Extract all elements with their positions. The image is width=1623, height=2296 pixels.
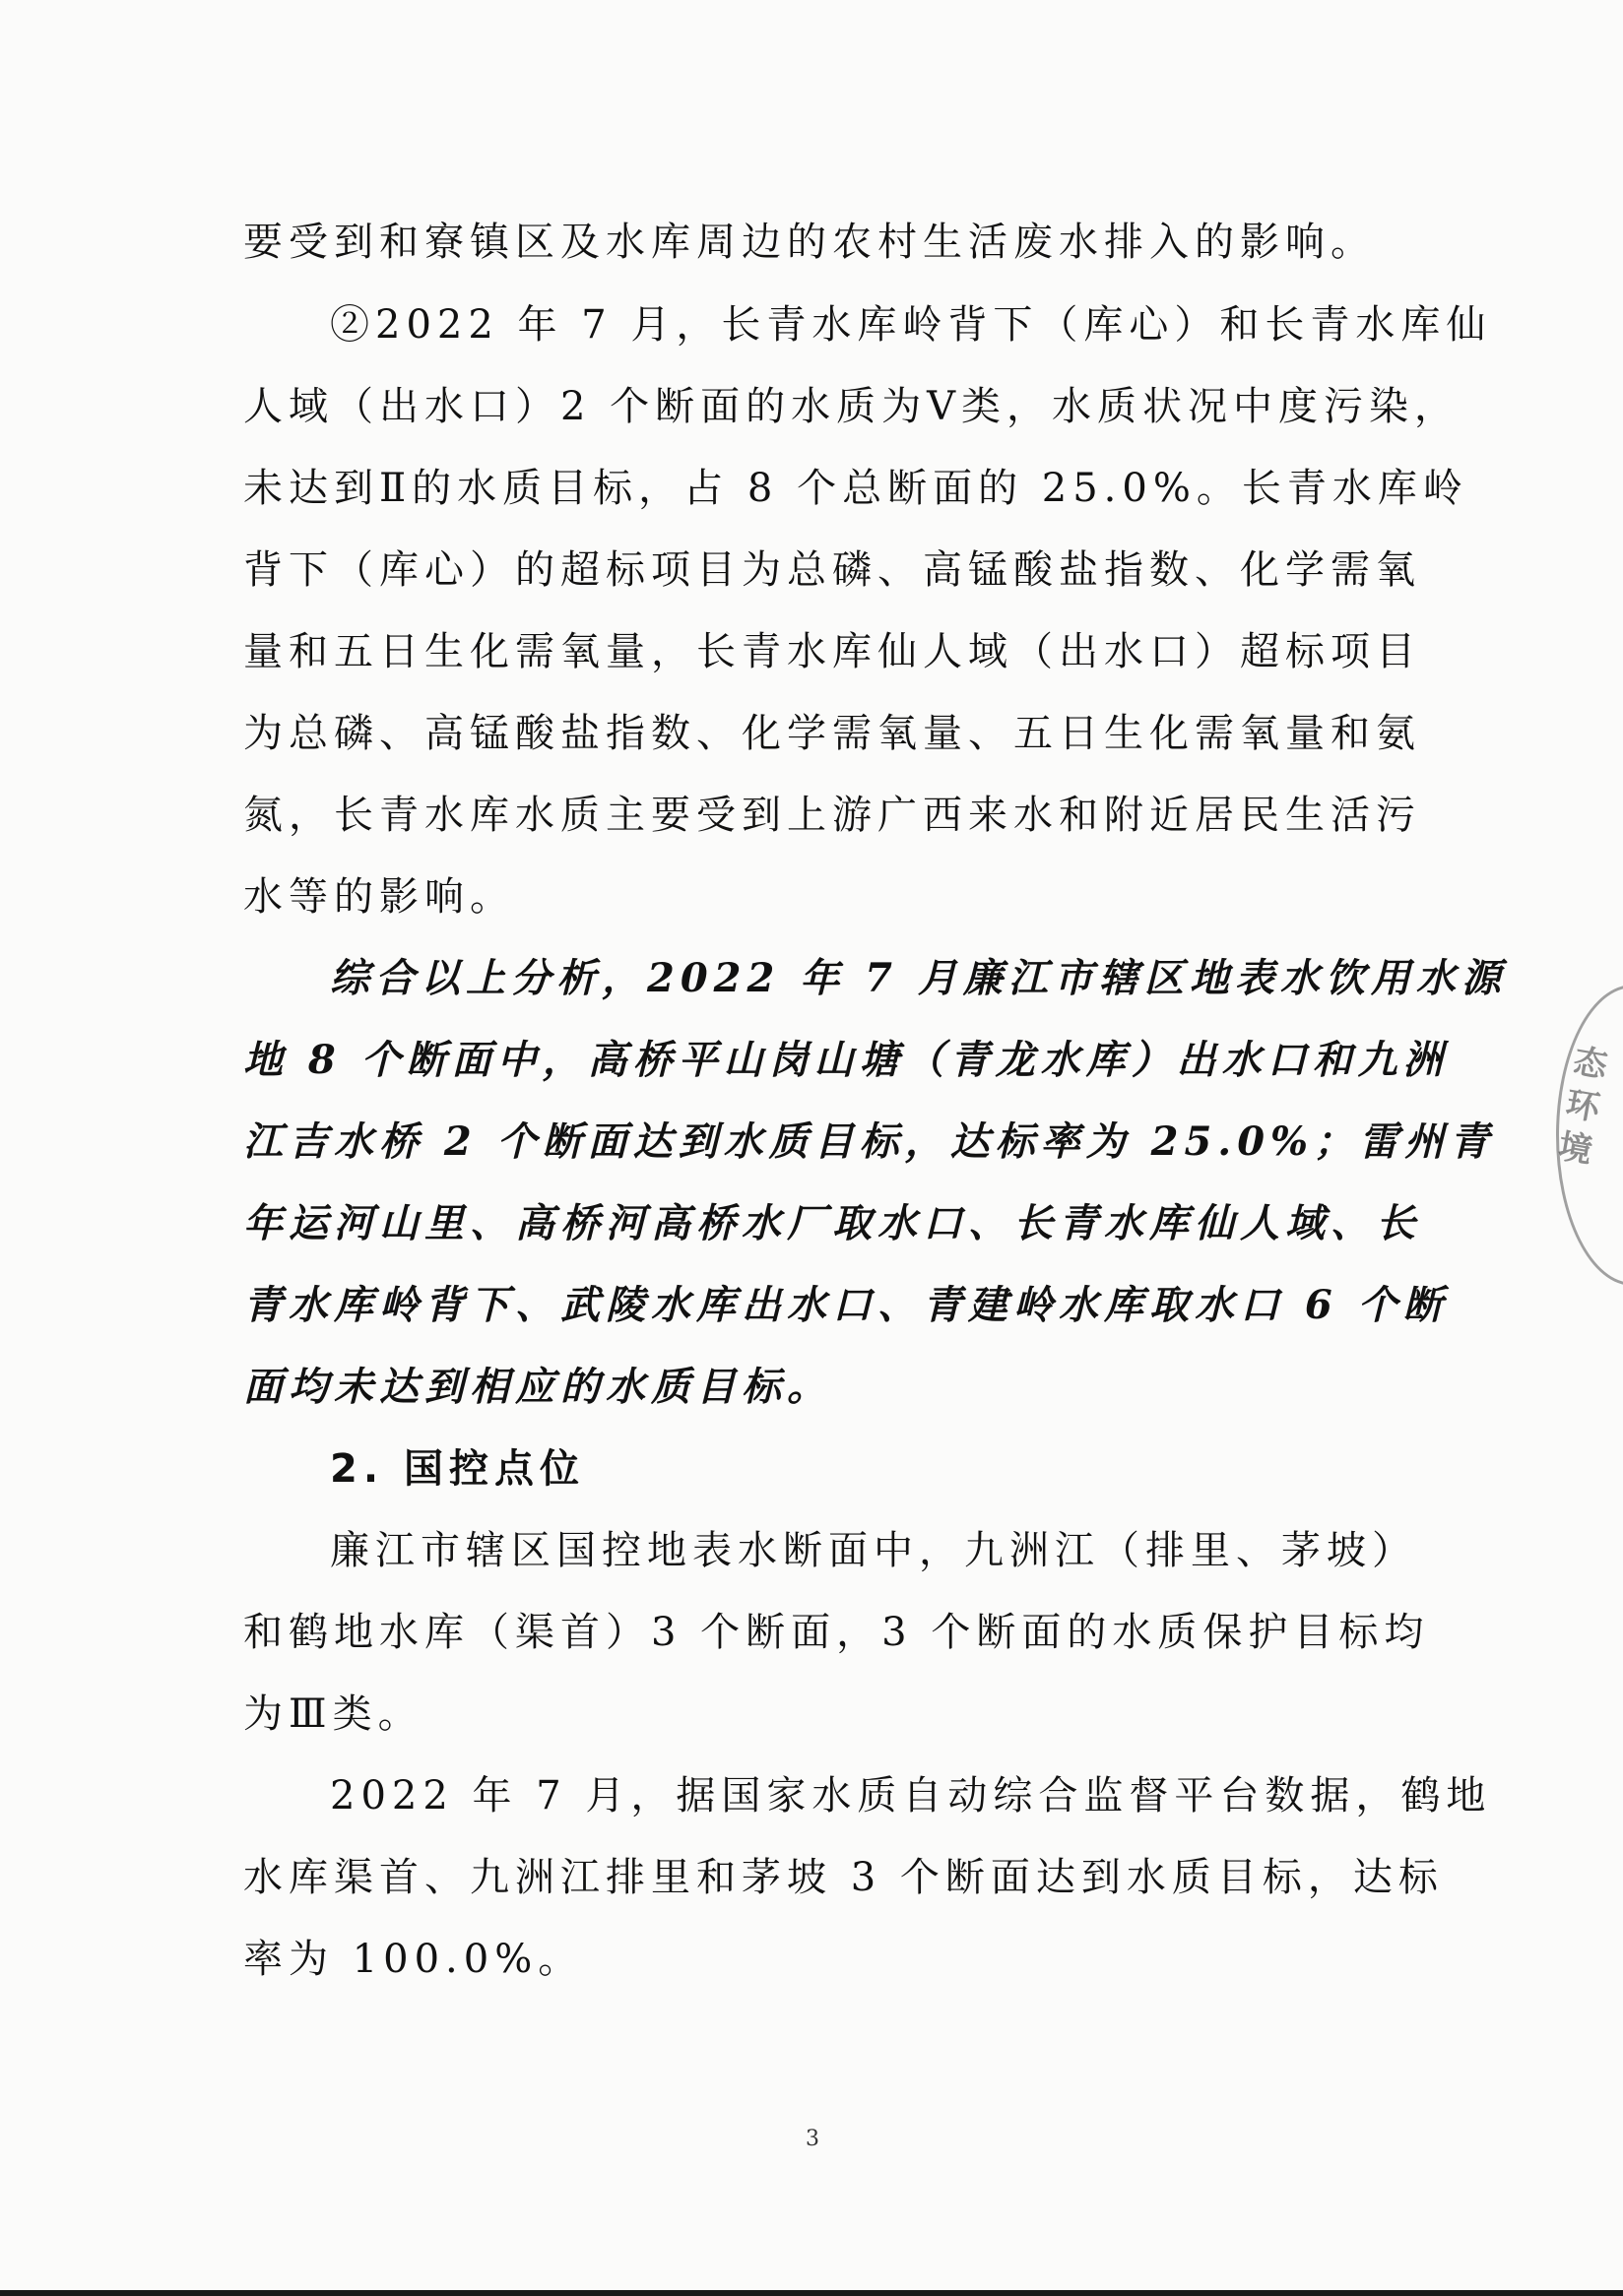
paragraph-line: 率为 100.0%。 <box>243 1937 584 1982</box>
seal-text: 态环境 <box>1555 1041 1611 1172</box>
section-heading: 2. 国控点位 <box>330 1446 585 1492</box>
paragraph-line: 要受到和寮镇区及水库周边的农村生活废水排入的影响。 <box>243 220 1376 265</box>
paragraph-line: 为Ⅲ类。 <box>243 1691 423 1737</box>
summary-line: 江吉水桥 2 个断面达到水质目标，达标率为 25.0%；雷州青 <box>243 1118 1496 1165</box>
paragraph-line: 人域（出水口）2 个断面的水质为Ⅴ类，水质状况中度污染， <box>243 384 1461 429</box>
summary-line: 面均未达到相应的水质目标。 <box>243 1364 832 1410</box>
paragraph-line: ②2022 年 7 月，长青水库岭背下（库心）和长青水库仙 <box>330 302 1492 348</box>
summary-line: 地 8 个断面中，高桥平山岗山塘（青龙水库）出水口和九洲 <box>243 1037 1449 1083</box>
paragraph-line: 氮，长青水库水质主要受到上游广西来水和附近居民生活污 <box>243 793 1421 838</box>
paragraph-line: 廉江市辖区国控地表水断面中，九洲江（排里、茅坡） <box>330 1528 1417 1573</box>
paragraph-line: 2022 年 7 月，据国家水质自动综合监督平台数据，鹤地 <box>330 1773 1492 1818</box>
paragraph-line: 和鹤地水库（渠首）3 个断面，3 个断面的水质保护目标均 <box>243 1610 1430 1655</box>
scan-edge <box>0 2290 1623 2296</box>
page-number: 3 <box>806 2127 819 2151</box>
paragraph-line: 背下（库心）的超标项目为总磷、高锰酸盐指数、化学需氧 <box>243 547 1421 593</box>
summary-line: 青水库岭背下、武陵水库出水口、青建岭水库取水口 6 个断 <box>243 1282 1449 1328</box>
paragraph-line: 未达到Ⅱ的水质目标，占 8 个总断面的 25.0%。长青水库岭 <box>243 466 1468 511</box>
paragraph-line: 为总磷、高锰酸盐指数、化学需氧量、五日生化需氧量和氨 <box>243 711 1421 756</box>
paragraph-line: 水等的影响。 <box>243 874 515 920</box>
summary-line: 综合以上分析，2022 年 7 月廉江市辖区地表水饮用水源 <box>330 955 1507 1001</box>
paragraph-line: 水库渠首、九洲江排里和茅坡 3 个断面达到水质目标，达标 <box>243 1855 1444 1900</box>
paragraph-line: 量和五日生化需氧量，长青水库仙人域（出水口）超标项目 <box>243 629 1421 674</box>
summary-line: 年运河山里、高桥河高桥水厂取水口、长青水库仙人域、长 <box>243 1200 1421 1246</box>
